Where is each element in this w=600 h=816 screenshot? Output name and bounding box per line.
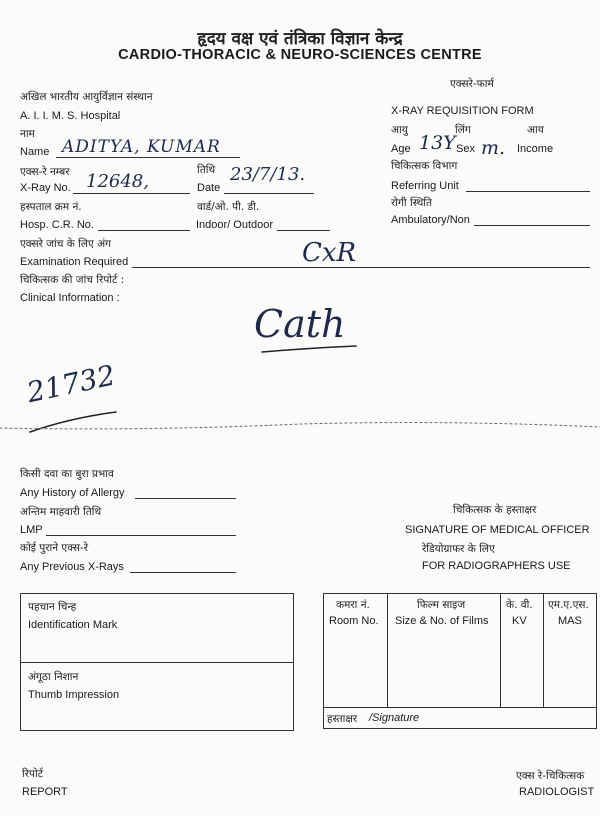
name-hindi-label: नाम — [20, 128, 35, 140]
xray-no-hindi: एक्स-रे नम्बर — [20, 166, 70, 178]
date-value[interactable]: 23/7/13. — [230, 164, 306, 185]
xray-no-label: X-Ray No. — [20, 182, 71, 194]
xray-no-value[interactable]: 12648, — [86, 171, 149, 192]
films-hindi: फिल्म साइज — [417, 599, 466, 611]
allergy-hindi: किसी दवा का बुरा प्रभाव — [20, 468, 114, 480]
date-label: Date — [197, 182, 221, 194]
hosp-no-label: Hosp. C.R. No. — [20, 219, 94, 231]
thumb-label: Thumb Impression — [28, 689, 120, 701]
lmp-label: LMP — [20, 524, 43, 536]
lmp-line — [46, 535, 236, 536]
sex-label: Sex — [456, 143, 475, 155]
mas-header: MAS — [558, 615, 582, 627]
allergy-line — [135, 498, 236, 499]
radiographer-label: FOR RADIOGRAPHERS USE — [422, 560, 571, 572]
exam-label: Examination Required — [20, 256, 129, 268]
status-hindi: रोगी स्थिति — [391, 197, 432, 209]
sex-hindi: लिंग — [455, 124, 471, 136]
table-signature-divider — [323, 707, 596, 708]
signature-hindi: हस्ताक्षर — [327, 713, 358, 725]
lmp-hindi: अन्तिम माहवारी तिथि — [20, 506, 102, 518]
dept-hindi: चिकित्सक विभाग — [391, 160, 458, 172]
signature-label: /Signature — [369, 712, 420, 724]
sig-hindi: चिकित्सक के हस्ताक्षर — [453, 504, 537, 516]
ward-hindi: वार्ड/ओ. पी. डी. — [197, 201, 260, 213]
sig-label: SIGNATURE OF MEDICAL OFFICER — [405, 524, 590, 536]
handwritten-number: 21732 — [24, 358, 118, 410]
age-hindi: आयु — [391, 124, 408, 136]
room-header: Room No. — [329, 615, 379, 627]
table-col-divider-3 — [543, 594, 544, 708]
table-col-divider-2 — [500, 594, 501, 708]
allergy-label: Any History of Allergy — [20, 487, 125, 499]
institute-english: A. I. I. M. S. Hospital — [20, 110, 121, 122]
date-hindi: तिथि — [197, 164, 216, 176]
exam-hindi: एक्सरे जांच के लिए अंग — [20, 238, 112, 250]
clinical-value[interactable]: Cath — [254, 302, 346, 346]
kv-header: KV — [512, 615, 527, 627]
clinical-label: Clinical Information : — [20, 292, 120, 304]
sex-value[interactable]: m. — [481, 137, 506, 159]
title-hindi: हृदय वक्ष एवं तंत्रिका विज्ञान केन्द्र — [197, 29, 403, 49]
referring-label: Referring Unit — [391, 180, 459, 192]
room-hindi: कमरा नं. — [336, 599, 370, 611]
age-value[interactable]: 13Y — [419, 132, 456, 154]
thumb-hindi: अंगूठा निशान — [28, 671, 79, 683]
report-hindi: चिकित्सक की जांच रिपोर्ट : — [20, 274, 125, 286]
institute-hindi: अखिल भारतीय आयुर्विज्ञान संस्थान — [20, 91, 153, 103]
age-label: Age — [391, 143, 411, 155]
report-hindi-footer: रिपोर्ट — [22, 768, 43, 780]
radiographer-table — [323, 593, 597, 729]
ambulatory-label: Ambulatory/Non — [391, 214, 470, 226]
exam-value[interactable]: CxR — [302, 238, 357, 268]
ident-hindi: पहचान चिन्ह — [28, 601, 77, 613]
name-value[interactable]: ADITYA, KUMAR — [62, 137, 221, 157]
kv-hindi: के. वी. — [506, 599, 533, 611]
ident-label: Identification Mark — [28, 619, 118, 631]
mas-hindi: एम.ए.एस. — [548, 599, 589, 611]
prev-label: Any Previous X-Rays — [20, 561, 124, 573]
income-hindi: आय — [527, 124, 544, 136]
table-col-divider-1 — [387, 594, 388, 708]
radiologist-footer: RADIOLOGIST — [519, 786, 595, 798]
report-footer: REPORT — [22, 786, 68, 798]
form-title: X-RAY REQUISITION FORM — [391, 105, 534, 117]
radiographer-hindi: रेडियोग्राफर के लिए — [422, 543, 495, 555]
form-hindi: एक्सरे-फार्म — [450, 78, 494, 90]
income-label: Income — [517, 143, 554, 155]
title-english: CARDIO-THORACIC & NEURO-SCIENCES CENTRE — [118, 47, 482, 63]
radiologist-hindi: एक्स रे-चिकित्सक — [516, 770, 585, 782]
identification-divider — [20, 662, 293, 663]
prev-hindi: कोई पुराने एक्स-रे — [20, 542, 89, 554]
films-header: Size & No. of Films — [395, 615, 489, 627]
name-label: Name — [20, 146, 50, 158]
prev-line — [130, 572, 236, 573]
hosp-no-hindi: हस्पताल क्रम नं. — [20, 201, 82, 213]
indoor-label: Indoor/ Outdoor — [196, 219, 274, 231]
